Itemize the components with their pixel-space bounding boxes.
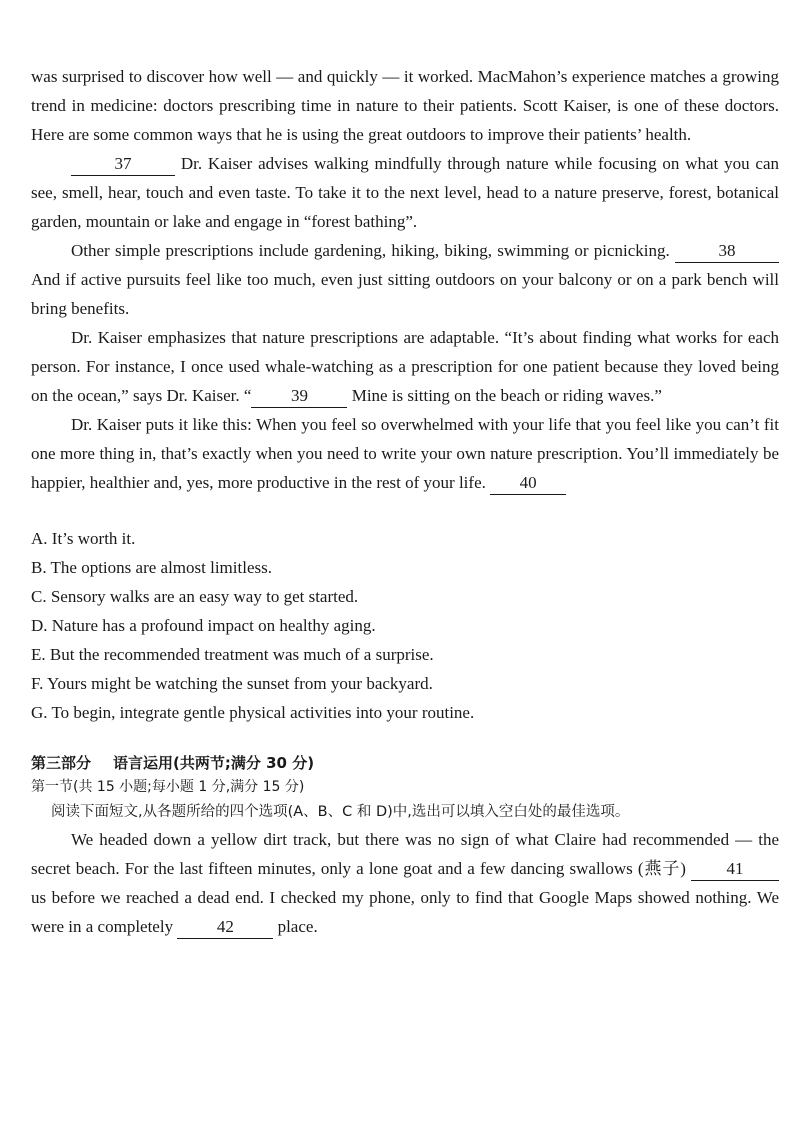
option-d[interactable]: D. Nature has a profound impact on healthy aging.: [31, 616, 376, 635]
option-g[interactable]: G. To begin, integrate gentle physical activities into your routine.: [31, 703, 475, 722]
passage-paragraph-40: [31, 410, 779, 497]
section-title: [31, 751, 779, 775]
passage-paragraph-38: [31, 236, 779, 323]
passage-paragraph-37: [31, 149, 779, 236]
paragraph-text: Dr. Kaiser advises walking mindfully through nature while focusing on what you can see, smell, hear, touch and even taste. To take it to the next level, head to a nature preserve, forest, botanical garden, mountain or lake and engage in “forest bathing”.: [31, 154, 779, 231]
section-name: 语言运用(共两节;满分 30 分): [113, 754, 315, 772]
paragraph-text: Dr. Kaiser puts it like this: When you feel so overwhelmed with your life that you feel like you can’t fit one more thing in, that’s exactly when you need to write your own nature prescription. You’ll immediately be happier, healthier and, yes, more productive in the rest of your life.: [31, 415, 779, 492]
section-part-label: 第三部分: [31, 754, 92, 772]
paragraph-text: was surprised to discover how well — and quickly — it worked. MacMahon’s experience matches a growing trend in medicine: doctors prescribing time in nature to their patients. Scott Kaiser, is one of these doctors. Here are some common ways that he is using the great outdoors to improve their patients’ health.: [31, 67, 779, 144]
blank-39[interactable]: 39: [251, 385, 347, 408]
blank-41[interactable]: 41: [691, 858, 779, 881]
paragraph-text: And if active pursuits feel like too much, even just sitting outdoors on your balcony or on a park bench will bring benefits.: [31, 270, 779, 318]
section-language-use: [31, 751, 779, 941]
passage-paragraph-intro: [31, 62, 779, 149]
paragraph-text: We headed down a yellow dirt track, but there was no sign of what Claire had recommended — the secret beach. For the last fifteen minutes, only a lone goat and a few dancing swallows (燕子): [31, 830, 779, 878]
blank-40[interactable]: 40: [490, 472, 566, 495]
paragraph-text: Mine is sitting on the beach or riding waves.”: [347, 386, 662, 405]
section-instruction: 阅读下面短文,从各题所给的四个选项(A、B、C 和 D)中,选出可以填入空白处的最佳选项。: [51, 804, 630, 820]
answer-options: [31, 524, 779, 727]
blank-38[interactable]: 38: [675, 240, 779, 263]
exam-page: [31, 62, 779, 941]
paragraph-text: us before we reached a dead end. I checked my phone, only to find that Google Maps showed nothing. We were in a completely: [31, 888, 779, 936]
blank-37[interactable]: 37: [71, 153, 175, 176]
blank-42[interactable]: 42: [177, 916, 273, 939]
passage-paragraph-39: [31, 323, 779, 410]
option-c[interactable]: C. Sensory walks are an easy way to get started.: [31, 587, 359, 606]
option-e[interactable]: E. But the recommended treatment was much of a surprise.: [31, 645, 434, 664]
option-a[interactable]: A. It’s worth it.: [31, 529, 136, 548]
cloze-paragraph: [31, 825, 779, 941]
section-subtitle: 第一节(共 15 小题;每小题 1 分,满分 15 分): [31, 779, 305, 795]
option-b[interactable]: B. The options are almost limitless.: [31, 558, 272, 577]
option-f[interactable]: F. Yours might be watching the sunset from your backyard.: [31, 674, 433, 693]
paragraph-text: place.: [273, 917, 318, 936]
paragraph-text: Dr. Kaiser emphasizes that nature prescriptions are adaptable. “It’s about finding what works for each person. For instance, I once used whale-watching as a prescription for one patient because they loved being on the ocean,” says Dr. Kaiser. “: [31, 328, 779, 405]
paragraph-text: Other simple prescriptions include gardening, hiking, biking, swimming or picnicking.: [71, 241, 675, 260]
